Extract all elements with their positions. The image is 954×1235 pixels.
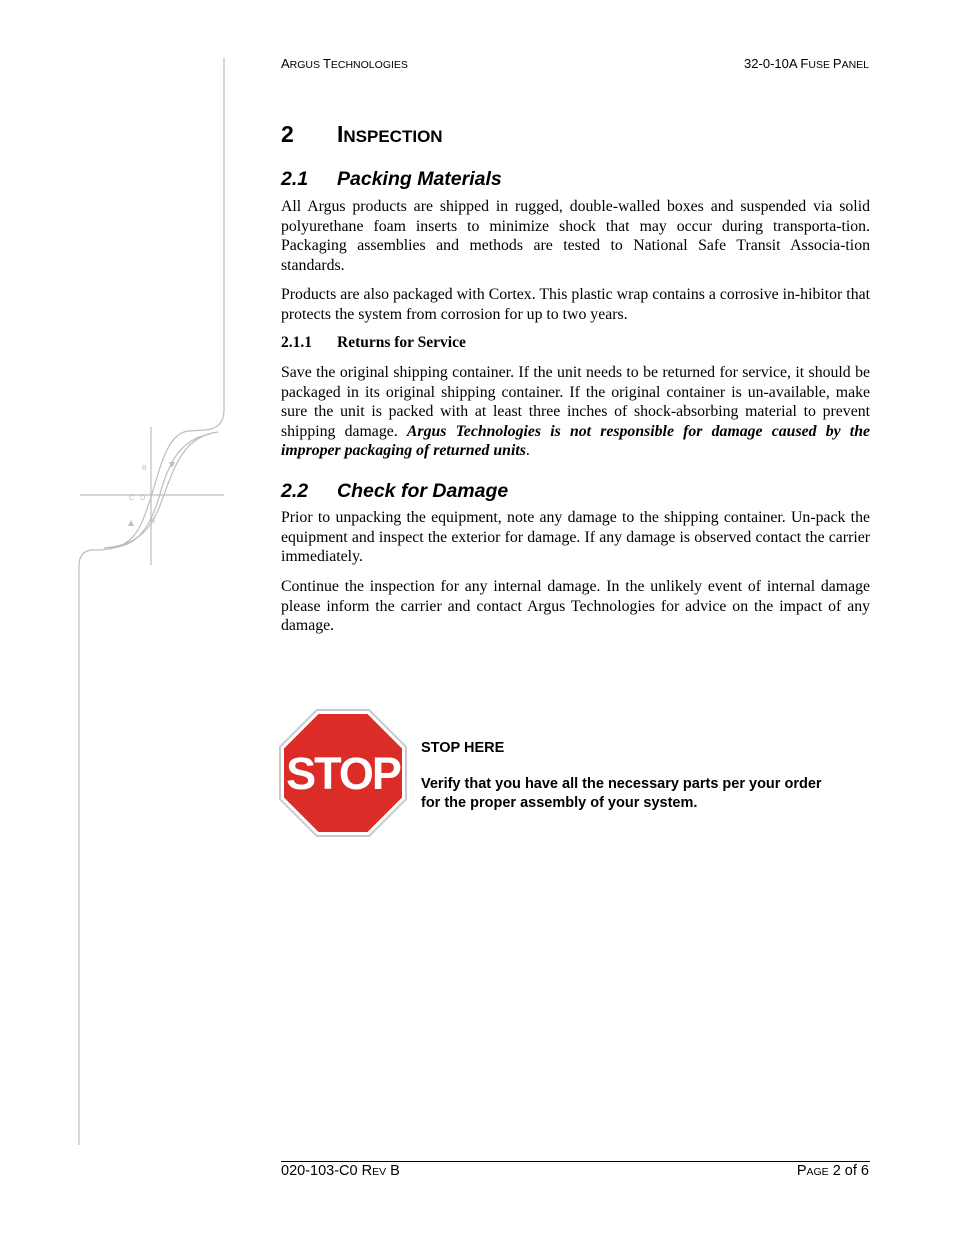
header-company	[281, 56, 408, 71]
header-doc-rest: USE	[808, 59, 833, 71]
header-document-title	[744, 56, 869, 71]
subsection-title: Packing Materials	[337, 168, 502, 190]
subsection-title: Check for Damage	[337, 480, 509, 502]
hysteresis-curve-inner	[108, 434, 210, 548]
footer-rev-rest: EV	[372, 1166, 387, 1178]
stop-note-body: Verify that you have all the necessary parts per your order for the proper assembly of your system.	[421, 776, 822, 811]
footer-doc-number	[281, 1163, 400, 1179]
decoration-label-b: B	[142, 465, 147, 472]
footer-doc-code: 020-103-C0	[281, 1163, 362, 1179]
subsection-heading-packing	[281, 168, 502, 191]
decoration-label-o: O	[140, 495, 146, 502]
section-number: 2	[281, 121, 294, 147]
packing-paragraph-2: Products are also packaged with Cortex. This plastic wrap contains a corrosive in-hibitor that protects the system from corrosion for up to two years.	[281, 286, 870, 323]
header-doc-prefix: 32-0-10A	[744, 56, 801, 71]
stop-sign-icon	[279, 709, 407, 837]
returns-disclaimer: Argus Technologies is not responsible for damage caused by the improper packaging of returned units	[281, 422, 870, 460]
header-doc-rest2: ANEL	[841, 59, 869, 71]
footer-page-rest: AGE	[806, 1166, 829, 1178]
subsubsection-heading-returns	[281, 334, 466, 352]
subsubsection-title: Returns for Service	[337, 334, 466, 351]
stop-note-title: STOP HERE	[421, 740, 505, 756]
footer-rev-first: R	[361, 1163, 373, 1179]
damage-paragraph-2: Continue the inspection for any internal damage. In the unlikely event of internal damage please inform the carrier and contact Argus Technologies for advice on the impact of any damage.	[281, 578, 870, 635]
decoration-label-c: C	[129, 495, 135, 502]
returns-end: .	[525, 442, 530, 460]
subsubsection-number: 2.1.1	[281, 334, 312, 351]
section-title-rest: NSPECTION	[343, 127, 443, 146]
header-doc-first2: P	[832, 56, 842, 71]
packing-paragraph-1: All Argus products are shipped in rugged, double-walled boxes and suspended via solid polyurethane foam inserts to minimize shock that may occur during transporta-tion. Packaging assemblies and methods are tested to National Safe Transit Associa-tion standards.	[281, 198, 870, 274]
subsection-heading-damage	[281, 480, 508, 503]
arrow-mark-lower	[128, 520, 134, 526]
footer-page-first: P	[796, 1163, 807, 1179]
footer-page-value: 2 of 6	[828, 1163, 869, 1179]
subsection-number: 2.2	[281, 480, 309, 502]
section-heading	[281, 121, 443, 148]
footer-rule	[281, 1161, 870, 1162]
header-doc-first: F	[800, 56, 809, 71]
returns-paragraph	[281, 363, 870, 461]
subsection-number: 2.1	[281, 168, 309, 190]
header-company-first2: T	[322, 56, 331, 71]
margin-line-upper	[79, 58, 224, 1145]
stop-sign-text: STOP	[286, 748, 400, 799]
header-company-first: A	[281, 56, 290, 71]
damage-paragraph-1: Prior to unpacking the equipment, note any damage to the shipping container. Un-pack the equipment and inspect the exterior for damage. If any damage is observed contact the carrier immediately.	[281, 509, 870, 566]
section-title-first: I	[337, 121, 344, 147]
header-company-rest2: ECHNOLOGIES	[330, 59, 408, 71]
decoration-label-e: E	[151, 518, 156, 525]
footer-page-number	[797, 1163, 869, 1179]
footer-rev-value: B	[386, 1163, 400, 1179]
header-company-rest: RGUS	[289, 59, 323, 71]
returns-text: Save the original shipping container. If the unit needs to be returned for service, it should be packaged in its original shipping container. If the original container is un-available, make sure the unit is packed with at least three inches of shock-absorbing material to prevent shipping damage.	[281, 364, 870, 440]
